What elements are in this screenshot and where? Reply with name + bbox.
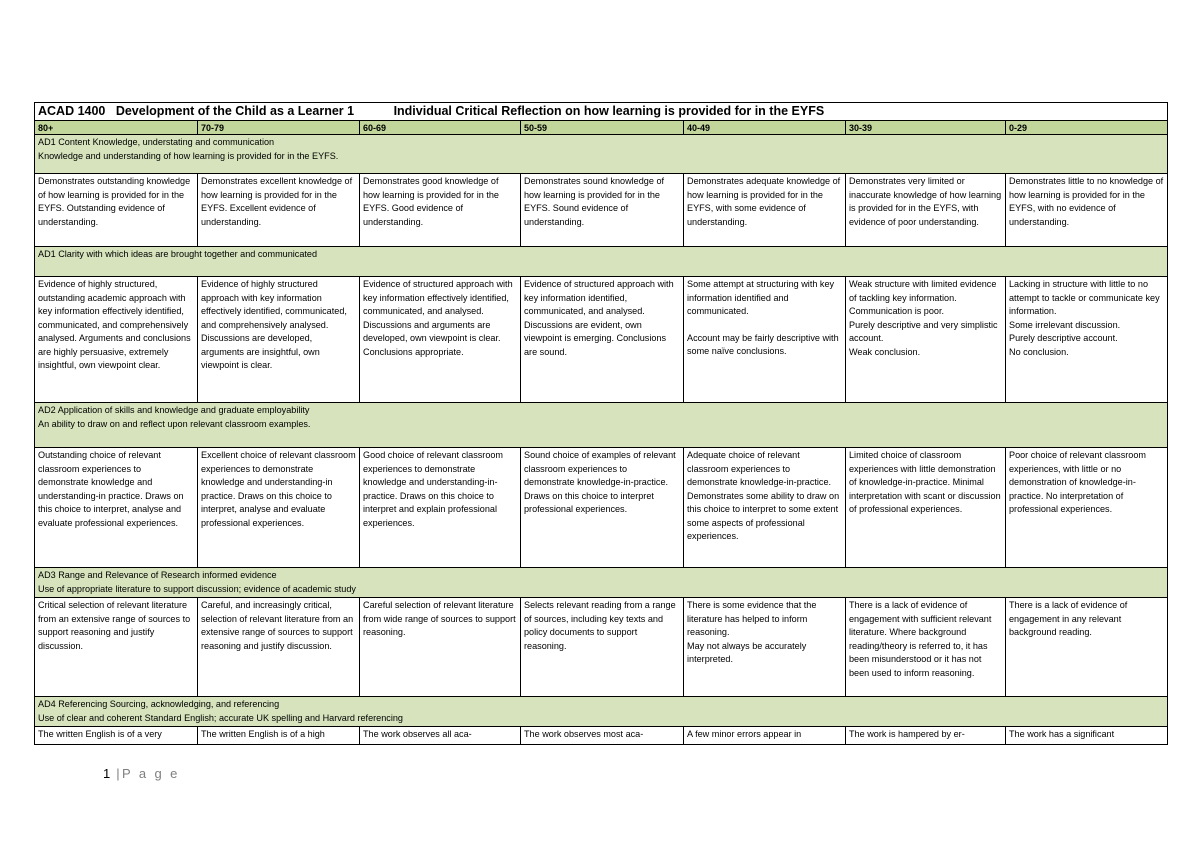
- criterion-heading-row: [35, 403, 1168, 448]
- descriptor-cell: [521, 598, 684, 697]
- descriptor-text: Weak conclusion.: [849, 346, 921, 357]
- descriptor-cell: [35, 727, 198, 745]
- descriptor-text: [687, 319, 842, 332]
- grade-band-header: 40-49: [684, 121, 846, 135]
- descriptor-cell: [521, 448, 684, 568]
- criterion-heading-row: [35, 135, 1168, 174]
- course-code: ACAD 1400: [38, 104, 106, 118]
- descriptor-text: The work observes all aca-: [363, 729, 472, 739]
- criterion-heading-line: An ability to draw on and reflect upon relevant classroom examples.: [38, 418, 311, 429]
- descriptor-cell: [1006, 277, 1168, 403]
- assignment-title: Individual Critical Reflection on how learning is provided for in the EYFS: [393, 104, 825, 118]
- descriptor-text: Demonstrates sound knowledge of how learning is provided for in the EYFS. Sound evidence of understanding.: [524, 176, 665, 227]
- descriptor-text: There is a lack of evidence of engagement in any relevant background reading.: [1009, 600, 1128, 637]
- grade-band-header: 80+: [35, 121, 198, 135]
- descriptor-cell: [846, 448, 1006, 568]
- descriptor-text: Careful, and increasingly critical, selection of relevant literature from an extensive range of sources to support reasoning and justify discussion.: [201, 600, 354, 651]
- descriptor-cell: [198, 277, 360, 403]
- criterion-heading: [35, 247, 1168, 277]
- criterion-heading: [35, 403, 1168, 448]
- criterion-descriptor-row: [35, 174, 1168, 247]
- descriptor-text: Demonstrates good knowledge of how learning is provided for in the EYFS. Good evidence of understanding.: [363, 176, 499, 227]
- descriptor-cell: [35, 448, 198, 568]
- descriptor-cell: [360, 598, 521, 697]
- criterion-heading-row: [35, 247, 1168, 277]
- criterion-descriptor-row: [35, 727, 1168, 745]
- grade-band-header: 50-59: [521, 121, 684, 135]
- descriptor-cell: [198, 727, 360, 745]
- descriptor-text: Evidence of highly structured, outstanding academic approach with key information effectively identified, communicated, and comprehensively analysed. Arguments and conclusions are highly persuasive, extremely insightful, own viewpoint clear.: [38, 279, 191, 370]
- criterion-descriptor-row: [35, 598, 1168, 697]
- descriptor-text: Poor choice of relevant classroom experiences, with little or no demonstration of knowledge-in-practice. No interpretation of professional experiences.: [1009, 450, 1146, 514]
- descriptor-cell: [198, 174, 360, 247]
- descriptor-text: Demonstrates very limited or inaccurate knowledge of how learning is provided for in the EYFS, with evidence of poor understanding.: [849, 176, 1002, 227]
- descriptor-text: Critical selection of relevant literature from an extensive range of sources to support reasoning and justify discussion.: [38, 600, 191, 651]
- descriptor-cell: [35, 277, 198, 403]
- descriptor-cell: [360, 448, 521, 568]
- descriptor-text: A few minor errors appear in: [687, 729, 802, 739]
- descriptor-cell: [846, 598, 1006, 697]
- descriptor-text: May not always be accurately interpreted.: [687, 640, 807, 664]
- descriptor-text: The written English is of a high: [201, 729, 325, 739]
- descriptor-cell: [521, 727, 684, 745]
- descriptor-text: There is a lack of evidence of engagement with sufficient relevant literature. Where background reading/theory is referred to, it has been misunderstood or it has not been used to inform reasoning.: [849, 600, 992, 678]
- descriptor-text: Excellent choice of relevant classroom experiences to demonstrate knowledge and understanding-in practice. Draws on this choice to interpret, analyse and evaluate professional experiences.: [201, 450, 356, 528]
- criterion-heading-line: AD4 Referencing Sourcing, acknowledging, and referencing: [38, 699, 280, 709]
- criterion-heading-line: Use of clear and coherent Standard English; accurate UK spelling and Harvard referencing: [38, 712, 403, 723]
- criterion-heading-row: [35, 568, 1168, 598]
- criterion-descriptor-row: [35, 277, 1168, 403]
- descriptor-text: Demonstrates excellent knowledge of how learning is provided for in the EYFS. Excellent evidence of understanding.: [201, 176, 353, 227]
- descriptor-cell: [360, 277, 521, 403]
- descriptor-text: No conclusion.: [1009, 346, 1069, 357]
- criterion-heading: [35, 135, 1168, 174]
- descriptor-cell: [360, 174, 521, 247]
- module-title: Development of the Child as a Learner 1: [115, 104, 355, 118]
- descriptor-cell: [1006, 174, 1168, 247]
- descriptor-text: Good choice of relevant classroom experiences to demonstrate knowledge and understanding-in-practice. Draws on this choice to interpret and explain professional experiences.: [363, 450, 504, 528]
- page-number: 1: [103, 766, 111, 781]
- descriptor-text: Weak structure with limited evidence of tackling key information. Communication is poor.: [849, 279, 997, 316]
- descriptor-text: Demonstrates adequate knowledge of how learning is provided for in the EYFS, with some evidence of understanding.: [687, 176, 841, 227]
- criterion-heading-line: Use of appropriate literature to support discussion; evidence of academic study: [38, 583, 356, 594]
- grade-band-header: 0-29: [1006, 121, 1168, 135]
- descriptor-cell: [198, 598, 360, 697]
- descriptor-text: Demonstrates little to no knowledge of how learning is provided for in the EYFS, with no evidence of understanding.: [1009, 176, 1164, 227]
- rubric-title-row: [35, 103, 1168, 121]
- descriptor-cell: [521, 174, 684, 247]
- descriptor-cell: [846, 727, 1006, 745]
- descriptor-cell: [35, 174, 198, 247]
- descriptor-text: The work is hampered by er-: [849, 729, 965, 739]
- descriptor-cell: [521, 277, 684, 403]
- criterion-descriptor-row: [35, 448, 1168, 568]
- grade-band-row: [35, 121, 1168, 135]
- descriptor-text: Evidence of structured approach with key information identified, communicated, and analysed. Discussions are evident, own viewpoint is emerging. Conclusions are sound.: [524, 279, 674, 357]
- criterion-heading-line: AD3 Range and Relevance of Research informed evidence: [38, 570, 277, 580]
- rubric-title: [35, 103, 1168, 121]
- criterion-heading-row: [35, 697, 1168, 727]
- page-footer: [103, 766, 180, 781]
- criterion-heading-line: AD2 Application of skills and knowledge and graduate employability: [38, 405, 310, 415]
- grade-band-header: 70-79: [198, 121, 360, 135]
- descriptor-text: The work observes most aca-: [524, 729, 644, 739]
- descriptor-text: Purely descriptive and very simplistic account.: [849, 319, 998, 343]
- descriptor-text: Some attempt at structuring with key information identified and communicated.: [687, 279, 835, 316]
- criterion-heading-line: Knowledge and understanding of how learning is provided for in the EYFS.: [38, 150, 339, 161]
- descriptor-text: Demonstrates outstanding knowledge of how learning is provided for in the EYFS. Outstanding evidence of understanding.: [38, 176, 191, 227]
- descriptor-text: Some irrelevant discussion.: [1009, 319, 1121, 330]
- descriptor-cell: [684, 598, 846, 697]
- assessment-rubric-table: [34, 102, 1168, 745]
- descriptor-text: Adequate choice of relevant classroom experiences to demonstrate knowledge-in-practice. Demonstrates some ability to draw on this choice to interpret to some extent some aspects of professional experiences.: [687, 450, 840, 541]
- descriptor-cell: [35, 598, 198, 697]
- grade-band-header: 30-39: [846, 121, 1006, 135]
- descriptor-cell: [684, 448, 846, 568]
- descriptor-cell: [360, 727, 521, 745]
- descriptor-cell: [198, 448, 360, 568]
- page-label: P a g e: [122, 766, 180, 781]
- criterion-heading-line: AD1 Content Knowledge, understating and communication: [38, 137, 275, 147]
- criterion-heading-line: AD1 Clarity with which ideas are brought together and communicated: [38, 249, 318, 259]
- descriptor-cell: [1006, 448, 1168, 568]
- descriptor-text: Selects relevant reading from a range of sources, including key texts and policy documents to support reasoning.: [524, 600, 676, 651]
- descriptor-cell: [1006, 727, 1168, 745]
- descriptor-text: The work has a significant: [1009, 729, 1115, 739]
- grade-band-header: 60-69: [360, 121, 521, 135]
- criterion-heading: [35, 697, 1168, 727]
- descriptor-cell: [846, 277, 1006, 403]
- descriptor-cell: [1006, 598, 1168, 697]
- descriptor-text: Outstanding choice of relevant classroom experiences to demonstrate knowledge and understanding-in practice. Draws on this choice to interpret, analyse and evaluate professional experiences.: [38, 450, 184, 528]
- criterion-heading: [35, 568, 1168, 598]
- page-separator: |: [116, 766, 123, 781]
- descriptor-text: The written English is of a very: [38, 729, 162, 739]
- descriptor-cell: [684, 174, 846, 247]
- descriptor-text: Evidence of structured approach with key information effectively identified, communicated, and analysed. Discussions and arguments are developed, own viewpoint is clear. Conclusions appropriate.: [363, 279, 513, 357]
- descriptor-cell: [846, 174, 1006, 247]
- descriptor-text: Sound choice of examples of relevant classroom experiences to demonstrate knowledge-in-practice. Draws on this choice to interpret professional experiences.: [524, 450, 676, 514]
- descriptor-text: Limited choice of classroom experiences with little demonstration of knowledge-in-practice. Minimal interpretation with scant or discussion of professional experiences.: [849, 450, 1001, 514]
- descriptor-cell: [684, 277, 846, 403]
- descriptor-text: Purely descriptive account.: [1009, 333, 1118, 343]
- descriptor-text: There is some evidence that the literature has helped to inform reasoning.: [687, 600, 817, 637]
- descriptor-text: Evidence of highly structured approach with key information effectively identified, communicated, and comprehensively analysed. Discussions are developed, arguments are insightful, own viewpoint is clear.: [201, 279, 347, 370]
- descriptor-cell: [684, 727, 846, 745]
- descriptor-text: Account may be fairly descriptive with some naïve conclusions.: [687, 332, 839, 356]
- descriptor-text: Lacking in structure with little to no attempt to tackle or communicate key information.: [1009, 279, 1160, 316]
- descriptor-text: Careful selection of relevant literature from wide range of sources to support reasoning.: [363, 600, 516, 637]
